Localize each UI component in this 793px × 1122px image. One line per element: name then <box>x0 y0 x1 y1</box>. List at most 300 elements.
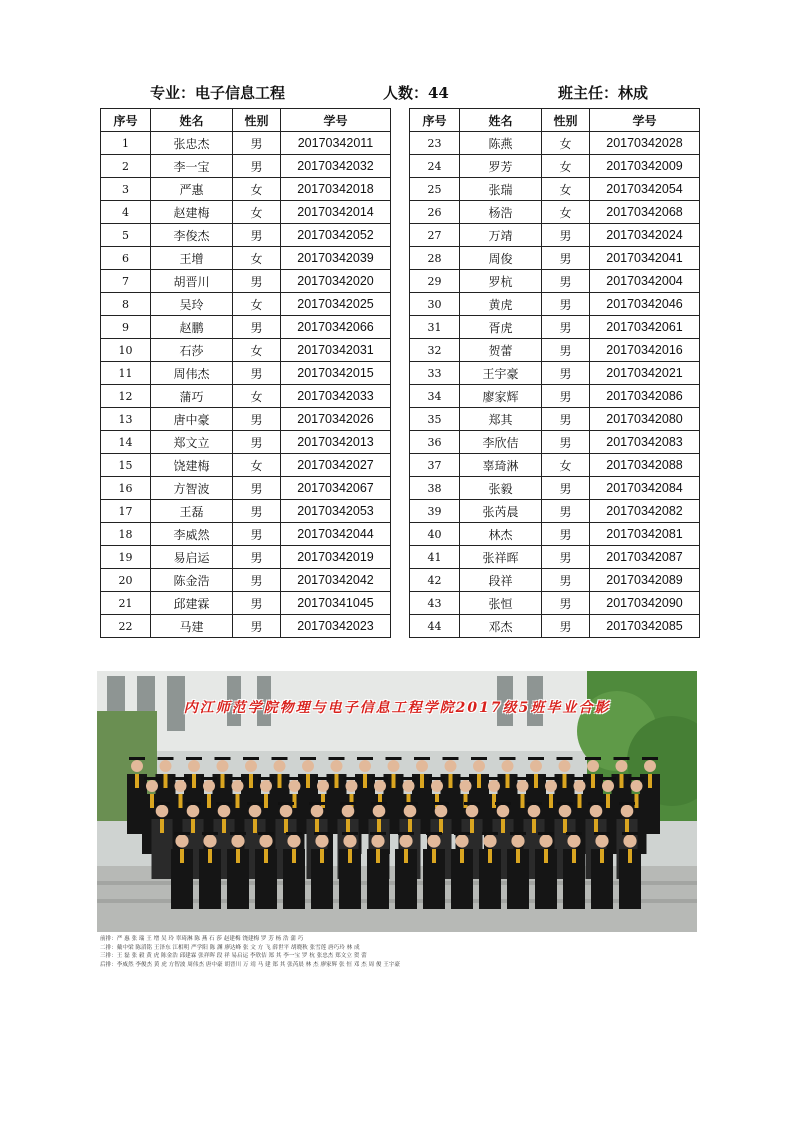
cell-name: 罗杭 <box>460 270 542 293</box>
cell-gender: 男 <box>542 339 590 362</box>
cell-no: 6 <box>101 247 151 270</box>
graduate-face <box>497 805 510 818</box>
table-row <box>101 546 391 569</box>
mortarboard-cap <box>543 777 559 780</box>
cell-gender: 男 <box>233 408 281 431</box>
mortarboard-cap <box>471 757 487 760</box>
head-teacher-label: 班主任：林成 <box>558 84 649 102</box>
cell-no: 13 <box>101 408 151 431</box>
mortarboard-cap <box>510 832 526 835</box>
cell-student-id: 20170342044 <box>281 523 391 546</box>
cell-no: 44 <box>410 615 460 638</box>
graduation-stole <box>572 849 576 863</box>
mortarboard-cap <box>426 832 442 835</box>
cell-name: 邓杰 <box>460 615 542 638</box>
table-row <box>410 178 700 201</box>
graduation-stole <box>516 849 520 863</box>
table-row <box>410 615 700 638</box>
cell-name: 张瑞 <box>460 178 542 201</box>
mortarboard-cap <box>258 832 274 835</box>
cell-gender: 男 <box>233 477 281 500</box>
graduation-stole <box>501 819 505 833</box>
graduation-stole <box>377 819 381 833</box>
table-row <box>410 477 700 500</box>
column-header-no: 序号 <box>410 109 460 132</box>
cell-gender: 男 <box>542 270 590 293</box>
graduation-stole <box>439 819 443 833</box>
graduate-face <box>559 805 572 818</box>
graduation-stole <box>249 774 253 788</box>
mortarboard-cap <box>614 757 630 760</box>
cell-gender: 男 <box>542 477 590 500</box>
graduation-stole <box>420 774 424 788</box>
column-header-gender: 性别 <box>233 109 281 132</box>
mortarboard-cap <box>230 832 246 835</box>
table-row <box>101 592 391 615</box>
graduate-face <box>231 834 244 847</box>
cell-student-id: 20170342024 <box>590 224 700 247</box>
cell-no: 29 <box>410 270 460 293</box>
table-row <box>410 569 700 592</box>
table-row <box>410 454 700 477</box>
graduation-stole <box>315 819 319 833</box>
cell-no: 25 <box>410 178 460 201</box>
table-row <box>410 316 700 339</box>
graduate-face <box>567 834 580 847</box>
table-row <box>410 523 700 546</box>
cell-student-id: 20170342061 <box>590 316 700 339</box>
mortarboard-cap <box>515 777 531 780</box>
graduate-face <box>311 805 324 818</box>
cell-name: 蒲巧 <box>151 385 233 408</box>
graduate-face <box>371 834 384 847</box>
graduate-face <box>249 805 262 818</box>
graduate-face <box>431 780 443 792</box>
cell-student-id: 20170342042 <box>281 569 391 592</box>
table-row <box>101 316 391 339</box>
cell-name: 辜琦淋 <box>460 454 542 477</box>
table-row <box>410 592 700 615</box>
table-row <box>410 247 700 270</box>
cell-name: 贺蕾 <box>460 339 542 362</box>
graduate-face <box>587 760 599 772</box>
graduate-face <box>374 780 386 792</box>
table-row <box>410 431 700 454</box>
cell-name: 胡晋川 <box>151 270 233 293</box>
cell-name: 廖家辉 <box>460 385 542 408</box>
cell-name: 陈金浩 <box>151 569 233 592</box>
graduation-stole <box>264 849 268 863</box>
table-row <box>101 362 391 385</box>
graduate-face <box>483 834 496 847</box>
table-header-row <box>410 109 700 132</box>
mortarboard-cap <box>278 802 294 805</box>
graduation-stole <box>191 819 195 833</box>
mortarboard-cap <box>247 802 263 805</box>
table-row <box>101 385 391 408</box>
graduate-face <box>156 805 169 818</box>
cell-no: 33 <box>410 362 460 385</box>
graduate-face <box>203 780 215 792</box>
table-row <box>410 546 700 569</box>
graduate-face <box>621 805 634 818</box>
cell-student-id: 20170342019 <box>281 546 391 569</box>
cell-student-id: 20170342080 <box>590 408 700 431</box>
cell-student-id: 20170342023 <box>281 615 391 638</box>
cell-student-id: 20170342088 <box>590 454 700 477</box>
graduate-face <box>403 780 415 792</box>
graduate-face <box>574 780 586 792</box>
graduate-face <box>616 760 628 772</box>
graduation-stole <box>179 794 183 808</box>
cell-no: 7 <box>101 270 151 293</box>
graduate-face <box>343 834 356 847</box>
graduate-face <box>218 805 231 818</box>
cell-student-id: 20170342016 <box>590 339 700 362</box>
graduate-face <box>539 834 552 847</box>
graduate-face <box>595 834 608 847</box>
cell-no: 12 <box>101 385 151 408</box>
graduation-stole <box>264 794 268 808</box>
cell-name: 马建 <box>151 615 233 638</box>
mortarboard-cap <box>585 757 601 760</box>
cell-student-id: 20170342009 <box>590 155 700 178</box>
graduate-face <box>455 834 468 847</box>
cell-student-id: 20170342032 <box>281 155 391 178</box>
cell-no: 18 <box>101 523 151 546</box>
caption-third-row: 三排：王 磊 张 毅 黄 虎 陈金浩 邱建霖 张祥晖 段 祥 易启运 李欣佶 郑 其 李一宝 罗 杭 张忠杰 郑文立 贺 蕾 <box>100 953 367 960</box>
cell-no: 3 <box>101 178 151 201</box>
cell-no: 8 <box>101 293 151 316</box>
graduation-stole <box>521 794 525 808</box>
cell-name: 罗芳 <box>460 155 542 178</box>
graduation-stole <box>236 849 240 863</box>
mortarboard-cap <box>342 832 358 835</box>
table-row <box>101 500 391 523</box>
cell-student-id: 20170342083 <box>590 431 700 454</box>
graduate-face <box>146 780 158 792</box>
mortarboard-cap <box>154 802 170 805</box>
cell-student-id: 20170342082 <box>590 500 700 523</box>
cell-name: 张芮晨 <box>460 500 542 523</box>
cell-gender: 男 <box>542 546 590 569</box>
graduation-stole <box>208 849 212 863</box>
cell-no: 39 <box>410 500 460 523</box>
cell-gender: 男 <box>233 132 281 155</box>
cell-gender: 男 <box>233 270 281 293</box>
graduation-stole <box>606 794 610 808</box>
cell-no: 28 <box>410 247 460 270</box>
mortarboard-cap <box>566 832 582 835</box>
cell-no: 27 <box>410 224 460 247</box>
cell-name: 周伟杰 <box>151 362 233 385</box>
cell-name: 王增 <box>151 247 233 270</box>
graduate-face <box>427 834 440 847</box>
cell-no: 30 <box>410 293 460 316</box>
roster-table-left <box>100 108 391 638</box>
cell-no: 19 <box>101 546 151 569</box>
table-row <box>101 224 391 247</box>
graduate-face <box>473 760 485 772</box>
graduation-stole <box>492 794 496 808</box>
table-row <box>410 385 700 408</box>
graduation-stole <box>348 849 352 863</box>
mortarboard-cap <box>622 832 638 835</box>
roster-body-left <box>101 132 391 638</box>
cell-no: 21 <box>101 592 151 615</box>
student-count-label: 人数：44 <box>383 84 449 102</box>
cell-name: 张恒 <box>460 592 542 615</box>
cell-student-id: 20170342054 <box>590 178 700 201</box>
table-row <box>410 201 700 224</box>
column-header-gender: 性别 <box>542 109 590 132</box>
graduate-face <box>342 805 355 818</box>
graduate-face <box>528 805 541 818</box>
column-header-name: 姓名 <box>151 109 233 132</box>
cell-no: 26 <box>410 201 460 224</box>
mortarboard-cap <box>258 777 274 780</box>
cell-gender: 男 <box>233 546 281 569</box>
graduate-face <box>623 834 636 847</box>
mortarboard-cap <box>158 757 174 760</box>
graduate-face <box>511 834 524 847</box>
graduation-stole <box>460 849 464 863</box>
cell-gender: 男 <box>542 431 590 454</box>
graduation-stole <box>320 849 324 863</box>
cell-gender: 男 <box>233 569 281 592</box>
graduation-stole <box>532 819 536 833</box>
graduation-stole <box>207 794 211 808</box>
mortarboard-cap <box>495 802 511 805</box>
cell-student-id: 20170342067 <box>281 477 391 500</box>
mortarboard-cap <box>486 777 502 780</box>
cell-gender: 男 <box>233 523 281 546</box>
mortarboard-cap <box>344 777 360 780</box>
cell-gender: 男 <box>233 592 281 615</box>
cell-name: 杨浩 <box>460 201 542 224</box>
graduate-face <box>160 760 172 772</box>
graduation-stole <box>135 774 139 788</box>
cell-no: 24 <box>410 155 460 178</box>
graduate-face <box>559 760 571 772</box>
graduation-stole <box>321 794 325 808</box>
graduation-stole <box>376 849 380 863</box>
graduation-stole <box>464 794 468 808</box>
mortarboard-cap <box>557 802 573 805</box>
graduation-stole <box>278 774 282 788</box>
mortarboard-cap <box>315 777 331 780</box>
cell-gender: 女 <box>542 454 590 477</box>
caption-second-row: 二排：戴中梁 陈滔铭 王泽东 江相明 严学阳 陈 渊 廖达峰 张 文 方 飞 薛世平 胡晓秋 张雪莲 唐巧玲 林 成 <box>100 944 360 951</box>
cell-no: 4 <box>101 201 151 224</box>
column-header-id: 学号 <box>281 109 391 132</box>
cell-student-id: 20170342020 <box>281 270 391 293</box>
table-row <box>410 362 700 385</box>
cell-gender: 女 <box>233 454 281 477</box>
graduation-stole <box>192 774 196 788</box>
cell-name: 赵建梅 <box>151 201 233 224</box>
cell-name: 胥虎 <box>460 316 542 339</box>
graduate-face <box>399 834 412 847</box>
caption-back-row: 后排：李威然 李俊杰 黄 虎 方智波 周伟杰 唐中豪 胡晋川 万 靖 马 建 郑 其 张芮晨 林 杰 廖家辉 张 恒 邓 杰 周 俊 王宇豪 <box>100 961 400 968</box>
cell-student-id: 20170342041 <box>590 247 700 270</box>
mortarboard-cap <box>215 757 231 760</box>
cell-gender: 男 <box>542 569 590 592</box>
graduation-stole <box>600 849 604 863</box>
mortarboard-cap <box>371 802 387 805</box>
graduation-stole <box>563 819 567 833</box>
cell-name: 易启运 <box>151 546 233 569</box>
table-row <box>101 477 391 500</box>
mortarboard-cap <box>600 777 616 780</box>
cell-name: 郑其 <box>460 408 542 431</box>
caption-front-row: 前排：严 惠 张 瑞 王 增 吴 玲 辜琦淋 陈 燕 石 莎 赵建梅 饶建梅 罗 芳 杨 浩 蒲 巧 <box>100 936 304 942</box>
cell-no: 1 <box>101 132 151 155</box>
mortarboard-cap <box>202 832 218 835</box>
graduation-stole <box>628 849 632 863</box>
table-row <box>101 408 391 431</box>
graduate-face <box>188 760 200 772</box>
graduation-stole <box>221 774 225 788</box>
graduation-stole <box>222 819 226 833</box>
mortarboard-cap <box>443 757 459 760</box>
cell-gender: 男 <box>542 523 590 546</box>
cell-no: 37 <box>410 454 460 477</box>
cell-no: 17 <box>101 500 151 523</box>
roster-table-right <box>409 108 700 638</box>
cell-student-id: 20170342018 <box>281 178 391 201</box>
mortarboard-cap <box>594 832 610 835</box>
graduate-face <box>274 760 286 772</box>
mortarboard-cap <box>557 757 573 760</box>
cell-student-id: 20170342028 <box>590 132 700 155</box>
mortarboard-cap <box>526 802 542 805</box>
graduate-face <box>175 834 188 847</box>
group-photo <box>97 671 697 932</box>
mortarboard-cap <box>144 777 160 780</box>
cell-student-id: 20170342084 <box>590 477 700 500</box>
cell-gender: 男 <box>542 592 590 615</box>
graduation-stole <box>346 819 350 833</box>
cell-student-id: 20170342046 <box>590 293 700 316</box>
table-row <box>410 155 700 178</box>
cell-gender: 男 <box>233 362 281 385</box>
graduate-face <box>187 805 200 818</box>
cell-no: 34 <box>410 385 460 408</box>
cell-student-id: 20170342004 <box>590 270 700 293</box>
cell-no: 32 <box>410 339 460 362</box>
cell-no: 2 <box>101 155 151 178</box>
mortarboard-cap <box>642 757 658 760</box>
graduation-stole <box>549 794 553 808</box>
table-row <box>101 339 391 362</box>
table-row <box>101 523 391 546</box>
graduation-stole <box>620 774 624 788</box>
cell-student-id: 20170342066 <box>281 316 391 339</box>
graduate-face <box>287 834 300 847</box>
cell-gender: 女 <box>542 132 590 155</box>
cell-gender: 男 <box>542 247 590 270</box>
table-row <box>410 293 700 316</box>
cell-student-id: 20170342015 <box>281 362 391 385</box>
cell-name: 段祥 <box>460 569 542 592</box>
mortarboard-cap <box>201 777 217 780</box>
cell-name: 吴玲 <box>151 293 233 316</box>
graduation-stole <box>470 819 474 833</box>
mortarboard-cap <box>173 777 189 780</box>
cell-no: 15 <box>101 454 151 477</box>
table-row <box>410 408 700 431</box>
cell-no: 36 <box>410 431 460 454</box>
graduate-face <box>445 760 457 772</box>
graduate-face <box>259 834 272 847</box>
mortarboard-cap <box>464 802 480 805</box>
cell-gender: 女 <box>233 247 281 270</box>
cell-name: 周俊 <box>460 247 542 270</box>
mortarboard-cap <box>619 802 635 805</box>
table-row <box>410 500 700 523</box>
cell-no: 40 <box>410 523 460 546</box>
table-row <box>101 270 391 293</box>
graduate-face <box>260 780 272 792</box>
graduate-face <box>289 780 301 792</box>
graduate-face <box>131 760 143 772</box>
table-row <box>101 178 391 201</box>
graduation-stole <box>408 819 412 833</box>
graduate-face <box>590 805 603 818</box>
cell-name: 李欣佶 <box>460 431 542 454</box>
mortarboard-cap <box>287 777 303 780</box>
table-row <box>101 615 391 638</box>
mortarboard-cap <box>372 777 388 780</box>
cell-no: 16 <box>101 477 151 500</box>
table-header-row <box>101 109 391 132</box>
mortarboard-cap <box>454 832 470 835</box>
graduate-face <box>245 760 257 772</box>
graduate-face <box>488 780 500 792</box>
mortarboard-cap <box>174 832 190 835</box>
cell-gender: 女 <box>233 339 281 362</box>
cell-gender: 男 <box>233 224 281 247</box>
graduation-stole <box>578 794 582 808</box>
cell-gender: 男 <box>542 615 590 638</box>
graduation-stole <box>164 774 168 788</box>
graduation-stole <box>544 849 548 863</box>
cell-name: 邱建霖 <box>151 592 233 615</box>
cell-student-id: 20170342068 <box>590 201 700 224</box>
mortarboard-cap <box>309 802 325 805</box>
cell-name: 严惠 <box>151 178 233 201</box>
graduate-face <box>359 760 371 772</box>
cell-name: 唐中豪 <box>151 408 233 431</box>
cell-student-id: 20170342086 <box>590 385 700 408</box>
graduate-face <box>203 834 216 847</box>
cell-name: 李威然 <box>151 523 233 546</box>
graduate-face <box>346 780 358 792</box>
mortarboard-cap <box>398 832 414 835</box>
mortarboard-cap <box>528 757 544 760</box>
graduate-face <box>175 780 187 792</box>
graduation-stole <box>284 819 288 833</box>
cell-no: 38 <box>410 477 460 500</box>
graduate-face <box>502 760 514 772</box>
cell-gender: 女 <box>233 293 281 316</box>
cell-no: 5 <box>101 224 151 247</box>
cell-student-id: 20170342053 <box>281 500 391 523</box>
cell-student-id: 20170342031 <box>281 339 391 362</box>
graduate-face <box>404 805 417 818</box>
cell-name: 赵鹏 <box>151 316 233 339</box>
